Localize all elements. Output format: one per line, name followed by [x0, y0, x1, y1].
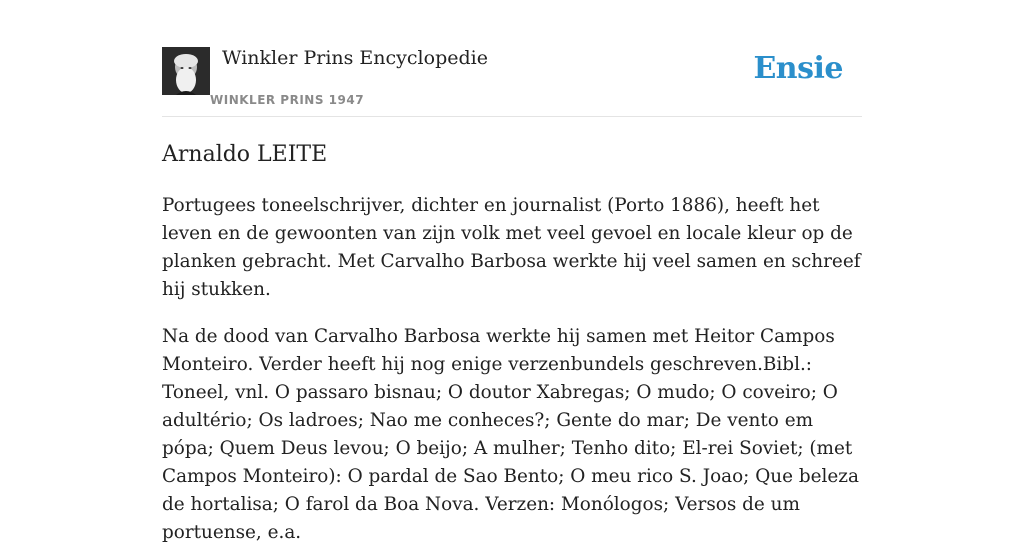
- source-title[interactable]: Winkler Prins Encyclopedie: [222, 47, 488, 69]
- article: [162, 140, 862, 547]
- article-body: [162, 192, 862, 547]
- article-paragraph: Portugees toneelschrijver, dichter en journalist (Porto 1886), heeft het leven en de gewoonten van zijn volk met veel gevoel en locale kleur op de planken gebracht. Met Carvalho Barbosa werkte hij veel samen en schreef hij stukken.: [162, 195, 861, 300]
- author-avatar: [162, 47, 210, 95]
- source-header: [162, 46, 862, 117]
- article-paragraph: Na de dood van Carvalho Barbosa werkte hij samen met Heitor Campos Monteiro. Verder heeft hij nog enige verzenbundels geschreven.Bibl.: Toneel, vnl. O passaro bisnau; O doutor Xabregas; O mudo; O coveiro; O adultério; Os ladroes; Nao me conheces?; Gente do mar; De vento em pópa; Quem Deus levou; O beijo; A mulher; Tenho dito; El-rei Soviet; (met Campos Monteiro): O pardal de Sao Bento; O meu rico S. Joao; Que beleza de hortalisa; O farol da Boa Nova. Verzen: Monólogos; Versos de um portuense, e.a.: [162, 326, 859, 543]
- ensie-logo-link[interactable]: Ensie: [753, 51, 843, 86]
- source-subtitle: WINKLER PRINS 1947: [210, 93, 365, 107]
- article-title: Arnaldo LEITE: [162, 142, 328, 167]
- portrait-image: [162, 47, 210, 95]
